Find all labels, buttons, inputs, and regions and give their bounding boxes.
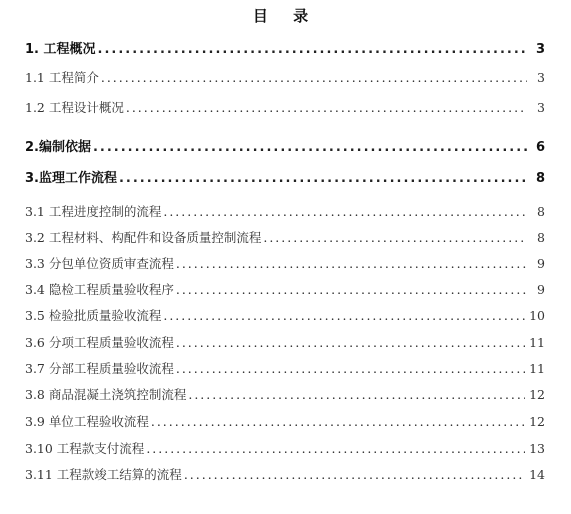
toc-page-number: 3 (535, 42, 545, 57)
toc-dot-leader (176, 335, 525, 350)
toc-dot-leader (93, 140, 527, 155)
toc-dot-leader (98, 42, 527, 57)
toc-dot-leader (101, 70, 527, 85)
toc-entry[interactable] (25, 167, 545, 202)
toc-entry-label: 3.11 工程款竣工结算的流程 (25, 467, 182, 482)
page-title: 目 录 (252, 7, 319, 25)
toc-page-number: 3 (537, 70, 545, 85)
toc-entry-label: 1.2 工程设计概况 (25, 100, 124, 115)
toc-page-number: 8 (537, 230, 545, 245)
toc-entry[interactable] (25, 359, 545, 385)
toc-page-number: 11 (529, 361, 545, 376)
toc-page-number: 8 (537, 204, 545, 219)
toc-entry-label: 3.9 单位工程验收流程 (25, 414, 149, 429)
toc-entry[interactable] (25, 38, 545, 68)
toc-dot-leader (184, 467, 525, 482)
toc-entry-label: 3.8 商品混凝土浇筑控制流程 (25, 387, 187, 402)
toc-dot-leader (146, 441, 525, 456)
toc-dot-leader (126, 100, 527, 115)
toc-entry-label: 3.10 工程款支付流程 (25, 441, 145, 456)
toc-entry[interactable] (25, 439, 545, 465)
toc-entry-label: 3.监理工作流程 (25, 171, 117, 186)
toc-entry[interactable] (25, 306, 545, 333)
toc-entry[interactable] (25, 228, 545, 254)
toc-page-number: 13 (529, 441, 545, 456)
toc-entry[interactable] (25, 385, 545, 412)
toc-entry-label: 3.2 工程材料、构配件和设备质量控制流程 (25, 230, 262, 245)
toc-entry-label: 2.编制依据 (25, 140, 91, 155)
toc-dot-leader (176, 282, 527, 297)
table-of-contents (25, 38, 545, 491)
toc-entry[interactable] (25, 412, 545, 439)
toc-entry[interactable] (25, 465, 545, 491)
toc-page-number: 12 (529, 414, 545, 429)
toc-entry[interactable] (25, 280, 545, 306)
toc-entry[interactable] (25, 254, 545, 280)
toc-entry-label: 1.1 工程简介 (25, 70, 99, 85)
toc-entry-label: 3.5 检验批质量验收流程 (25, 308, 162, 323)
toc-page-number: 12 (529, 387, 545, 402)
toc-entry[interactable] (25, 333, 545, 359)
toc-page-number: 3 (537, 100, 545, 115)
toc-dot-leader (119, 171, 527, 186)
toc-entry-label: 3.6 分项工程质量验收流程 (25, 335, 174, 350)
toc-entry[interactable] (25, 136, 545, 167)
toc-dot-leader (176, 256, 527, 271)
toc-page-number: 14 (529, 467, 545, 482)
toc-entry-label: 3.3 分包单位资质审查流程 (25, 256, 174, 271)
toc-dot-leader (188, 387, 525, 402)
toc-entry-label: 3.1 工程进度控制的流程 (25, 204, 162, 219)
toc-entry[interactable] (25, 68, 545, 98)
toc-entry-label: 1. 工程概况 (25, 42, 96, 57)
toc-page-number: 10 (529, 308, 545, 323)
toc-dot-leader (176, 361, 525, 376)
toc-page-number: 8 (535, 171, 545, 186)
toc-entry-label: 3.7 分部工程质量验收流程 (25, 361, 174, 376)
toc-page-number: 11 (529, 335, 545, 350)
toc-page-number: 9 (537, 282, 545, 297)
toc-entry[interactable] (25, 98, 545, 136)
toc-dot-leader (163, 204, 527, 219)
toc-entry[interactable] (25, 202, 545, 228)
toc-dot-leader (263, 230, 527, 245)
toc-dot-leader (163, 308, 525, 323)
toc-page-number: 9 (537, 256, 545, 271)
toc-entry-label: 3.4 隐检工程质量验收程序 (25, 282, 174, 297)
toc-dot-leader (151, 414, 525, 429)
toc-page-number: 6 (535, 140, 545, 155)
